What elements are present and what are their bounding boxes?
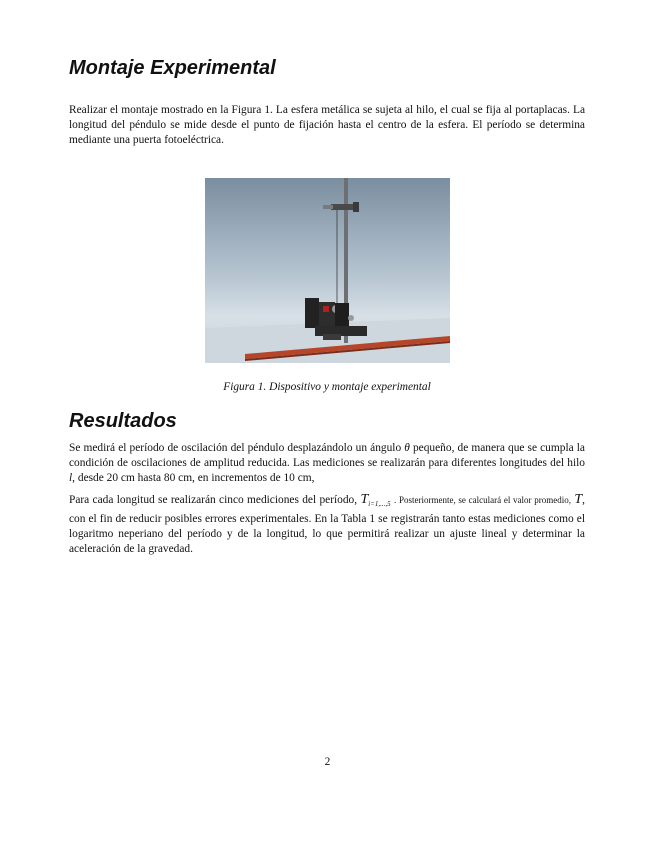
figure-apparatus-photo <box>205 178 450 363</box>
p2-text-a: Para cada longitud se realizarán cinco mediciones del período, <box>69 494 358 506</box>
section-title-montaje: Montaje Experimental <box>69 57 276 79</box>
page-number: 2 <box>324 756 331 768</box>
p2-text-b: . Posteriormente, se calculará el valor promedio, <box>393 495 571 505</box>
paragraph-resultados-1 <box>69 441 585 486</box>
figure-caption: Figura 1. Dispositivo y montaje experimental <box>223 381 431 393</box>
paragraph-resultados-2 <box>69 492 585 557</box>
p1-text-a: Se medirá el período de oscilación del péndulo desplazándolo un ángulo <box>69 442 402 454</box>
period-symbol: T <box>360 492 369 507</box>
theta-symbol: θ <box>404 442 410 454</box>
p1-text-b: pequeño, de manera que se cumpla la condición de oscilaciones de amplitud reducida. Las mediciones se realizarán para diferentes longitudes del hilo <box>69 442 585 469</box>
paragraph-montaje: Realizar el montaje mostrado en la Figura 1. La esfera metálica se sujeta al hilo, el cual se fija al portaplacas. La longitud del péndulo se mide desde el punto de fijación hasta el centro de la esfera. El período se determina mediante una puerta fotoeléctrica. <box>69 104 585 146</box>
length-symbol: l <box>69 472 73 484</box>
p2-text-c: , con el fin de reducir posibles errores experimentales. En la Tabla 1 se registrarán tanto estas mediciones como el logaritmo neperiano del período y de la longitud, lo que permitirá realizar un ajuste lineal y determinar la aceleración de la gravedad. <box>69 494 585 555</box>
mean-period-symbol: T <box>574 492 583 507</box>
section-title-resultados: Resultados <box>69 410 177 432</box>
p1-text-c: , desde 20 cm hasta 80 cm, en incrementos de 10 cm, <box>72 472 315 484</box>
period-subscript: i=1,...,5 <box>368 500 391 508</box>
pendulum-apparatus-illustration <box>205 178 450 363</box>
